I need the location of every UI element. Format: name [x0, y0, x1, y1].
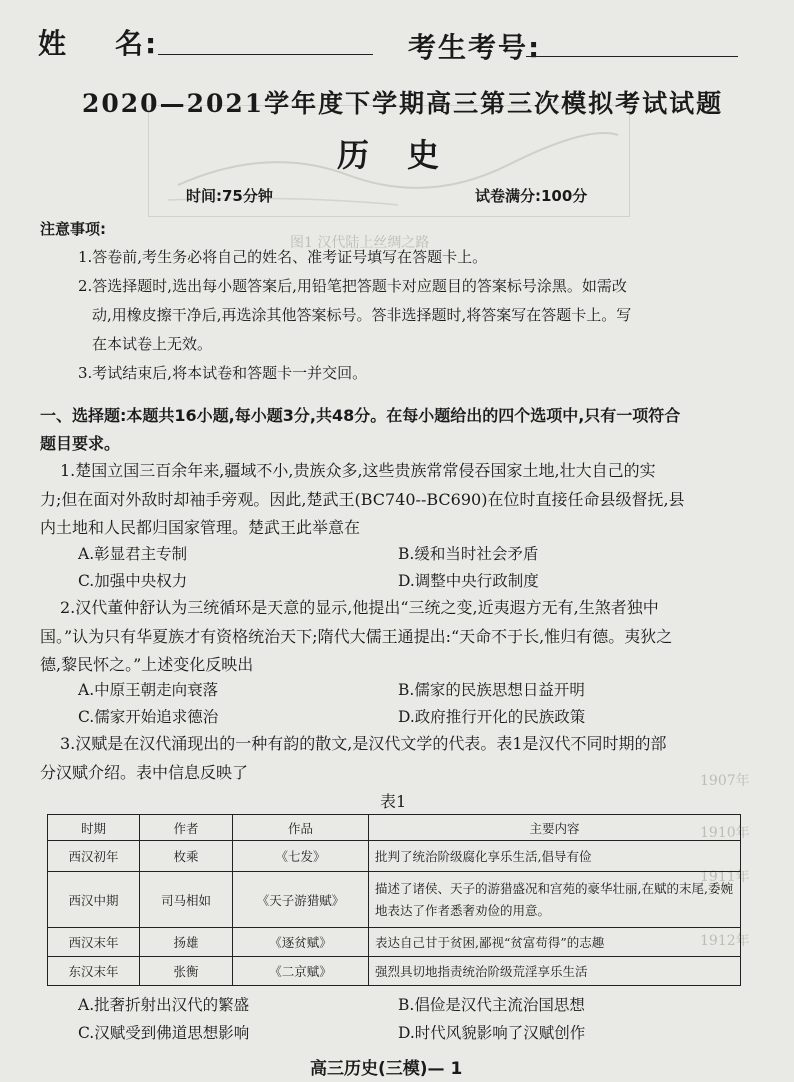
table-cell: 描述了诸侯、天子的游猎盛况和宫苑的豪华壮丽,在赋的末尾,委婉地表达了作者悉奢劝俭的用意。 — [369, 872, 741, 928]
table-cell: 《逐贫赋》 — [233, 928, 369, 957]
table-cell: 《天子游猎赋》 — [233, 872, 369, 928]
name-field[interactable] — [158, 54, 373, 55]
table-title: 表1 — [380, 792, 407, 811]
table-row — [48, 872, 741, 928]
question-line: 2.汉代董仲舒认为三统循环是天意的显示,他提出“三统之变,近夷遐方无有,生煞者独中 — [60, 598, 659, 617]
exam-time: 时间:75分钟 — [186, 187, 273, 205]
show-through-year: 1907年 — [700, 773, 750, 789]
table-header-cell: 作品 — [233, 815, 369, 841]
question-line: 1.楚国立国三百余年来,疆域不小,贵族众多,这些贵族常常侵吞国家土地,壮大自己的实 — [60, 461, 656, 480]
table-row — [48, 841, 741, 872]
table-cell: 《二京赋》 — [233, 957, 369, 986]
table-cell: 强烈具切地指责统治阶级荒淫享乐生活 — [369, 957, 741, 986]
table-cell: 枚乘 — [140, 841, 233, 872]
q1-option-d[interactable]: D.调整中央行政制度 — [398, 572, 539, 590]
question-1 — [40, 457, 770, 543]
question-line: 3.汉赋是在汉代涌现出的一种有韵的散文,是汉代文学的代表。表1是汉代不同时期的部 — [60, 734, 667, 753]
q2-option-d[interactable]: D.政府推行开化的民族政策 — [398, 708, 586, 726]
table-cell: 西汉中期 — [48, 872, 140, 928]
question-line: 力;但在面对外敌时却袖手旁观。因此,楚武王(BC740--BC690)在位时直接任命县级督抚,县 — [40, 489, 685, 509]
page-footer: 高三历史(三模)— 1 — [310, 1059, 463, 1079]
q1-option-b[interactable]: B.缓和当时社会矛盾 — [398, 545, 539, 563]
q3-option-a[interactable]: A.批奢折射出汉代的繁盛 — [78, 996, 250, 1014]
question-line: 内土地和人民都归国家管理。楚武王此举意在 — [40, 518, 361, 537]
table-header-cell: 作者 — [140, 815, 233, 841]
table-cell: 批判了统治阶级腐化享乐生活,倡导有俭 — [369, 841, 741, 872]
table-header-row — [48, 815, 741, 841]
question-line: 分汉赋介绍。表中信息反映了 — [40, 762, 249, 782]
subject-title: 历史 — [337, 136, 478, 174]
table-cell: 《七发》 — [233, 841, 369, 872]
exam-title: 2020—2021学年度下学期高三第三次模拟考试试题 — [82, 89, 724, 118]
table-cell: 西汉末年 — [48, 928, 140, 957]
table-row — [48, 928, 741, 957]
section-heading: 一、选择题:本题共16小题,每小题3分,共48分。在每小题给出的四个选项中,只有一项符合 题目要求。 — [40, 406, 681, 453]
table-cell: 司马相如 — [140, 872, 233, 928]
notice-item: 在本试卷上无效。 — [92, 335, 213, 353]
notice-item: 动,用橡皮擦干净后,再选涂其他答案标号。答非选择题时,将答案写在答题卡上。写 — [92, 306, 632, 324]
q2-option-c[interactable]: C.儒家开始追求德治 — [78, 708, 219, 726]
notice-list — [78, 243, 758, 388]
table-row — [48, 957, 741, 986]
exam-score: 试卷满分:100分 — [475, 187, 588, 205]
show-through-caption: 图1 汉代陆上丝绸之路 — [290, 235, 430, 251]
table-header-cell: 主要内容 — [369, 815, 741, 841]
table-cell: 东汉末年 — [48, 957, 140, 986]
notice-item: 1.答卷前,考生务必将自己的姓名、准考证号填写在答题卡上。 — [78, 248, 488, 266]
show-through-year: 1911年 — [700, 869, 750, 885]
question-line: 德,黎民怀之。”上述变化反映出 — [40, 655, 254, 674]
question-line: 国。”认为只有华夏族才有资格统治天下;隋代大儒王通提出:“天命不于长,惟归有德。夷狄之 — [40, 626, 673, 646]
table-cell: 表达自己甘于贫困,鄙视“贫富苟得”的志趣 — [369, 928, 741, 957]
exam-number-field[interactable] — [526, 56, 738, 57]
q1-option-c[interactable]: C.加强中央权力 — [78, 572, 188, 590]
q2-option-a[interactable]: A.中原王朝走向衰落 — [78, 681, 219, 699]
show-through-year: 1910年 — [700, 825, 750, 841]
notice-item: 2.答选择题时,选出每小题答案后,用铅笔把答题卡对应题目的答案标号涂黑。如需改 — [78, 277, 627, 295]
notice-heading: 注意事项: — [40, 220, 106, 238]
table-cell: 西汉初年 — [48, 841, 140, 872]
show-through-year: 1912年 — [700, 933, 750, 949]
q2-option-b[interactable]: B.儒家的民族思想日益开明 — [398, 681, 585, 699]
q3-option-b[interactable]: B.倡俭是汉代主流治国思想 — [398, 996, 585, 1014]
table-cell: 张衡 — [140, 957, 233, 986]
q3-option-d[interactable]: D.时代风貌影响了汉赋创作 — [398, 1024, 586, 1042]
q3-option-c[interactable]: C.汉赋受到佛道思想影响 — [78, 1024, 250, 1042]
table-1 — [47, 814, 741, 986]
exam-number-label: 考生考号: — [408, 31, 542, 64]
table-header-cell: 时期 — [48, 815, 140, 841]
q1-option-a[interactable]: A.彰显君主专制 — [78, 545, 188, 563]
question-2 — [40, 594, 770, 680]
table-cell: 扬雄 — [140, 928, 233, 957]
name-label: 姓 名: — [38, 27, 159, 60]
question-3 — [40, 730, 770, 787]
notice-item: 3.考试结束后,将本试卷和答题卡一并交回。 — [78, 364, 368, 382]
